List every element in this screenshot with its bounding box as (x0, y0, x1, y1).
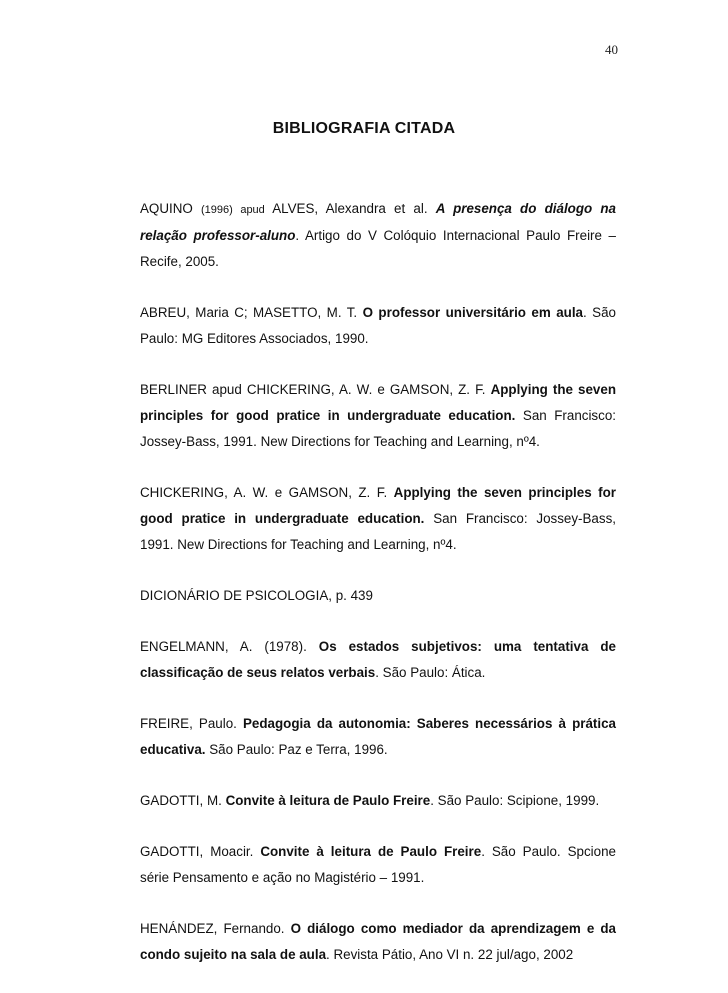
bibliography-entry (140, 839, 616, 891)
entry-text: FREIRE, Paulo. (140, 716, 243, 731)
entry-title: Convite à leitura de Paulo Freire (260, 844, 482, 859)
entry-text: . Revista Pátio, Ano VI n. 22 jul/ago, 2002 (326, 947, 574, 962)
bibliography-list (140, 196, 616, 993)
entry-text: ENGELMANN, A. (1978). (140, 639, 319, 654)
entry-text: BERLINER apud CHICKERING, A. W. e GAMSON, Z. F. (140, 382, 491, 397)
entry-text: HENÁNDEZ, Fernando. (140, 921, 291, 936)
entry-title: Pedagogia da autonomia: Saberes necessários à prática educativa. (140, 716, 616, 757)
bibliography-entry (140, 788, 616, 814)
bibliography-entry (140, 916, 616, 968)
entry-text: . São Paulo. Spcione série Pensamento e ação no Magistério – 1991. (140, 844, 616, 885)
entry-text: GADOTTI, M. (140, 793, 226, 808)
entry-text: . Artigo do V Colóquio Internacional Paulo Freire – Recife, 2005. (140, 228, 616, 269)
entry-title: Applying the seven principles for good pratice in undergraduate education. (140, 485, 616, 526)
entry-title: Applying the seven principles for good pratice in undergraduate education. (140, 382, 616, 423)
entry-title: A presença do diálogo na relação professor-aluno (140, 201, 617, 243)
bibliography-entry (140, 583, 616, 609)
entry-text: (1996) apud (201, 204, 265, 216)
bibliography-entry (140, 196, 616, 275)
entry-text: AQUINO (140, 201, 202, 216)
entry-text: ABREU, Maria C; MASETTO, M. T. (140, 305, 363, 320)
entry-text: CHICKERING, A. W. e GAMSON, Z. F. (140, 485, 394, 500)
entry-text: DICIONÁRIO DE PSICOLOGIA, p. 439 (140, 588, 373, 603)
entry-text: . São Paulo: Scipione, 1999. (430, 793, 600, 808)
bibliography-entry (140, 377, 616, 455)
entry-title: O diálogo como mediador da aprendizagem e da condo sujeito na sala de aula (140, 921, 616, 962)
bibliography-entry (140, 711, 616, 763)
entry-text: San Francisco: Jossey-Bass, 1991. New Directions for Teaching and Learning, nº4. (140, 408, 616, 449)
entry-text: São Paulo: Paz e Terra, 1996. (205, 742, 388, 757)
entry-text: ALVES, Alexandra et al. (264, 201, 436, 216)
entry-text: San Francisco: Jossey-Bass, 1991. New Directions for Teaching and Learning, nº4. (140, 511, 616, 552)
entry-title: Os estados subjetivos: uma tentativa de classificação de seus relatos verbais (140, 639, 616, 680)
entry-text: . São Paulo: Ática. (375, 665, 486, 680)
bibliography-entry (140, 634, 616, 686)
page-title: BIBLIOGRAFIA CITADA (272, 120, 456, 137)
entry-title: Convite à leitura de Paulo Freire (225, 793, 431, 808)
bibliography-entry (140, 480, 616, 558)
page-number: 40 (605, 42, 618, 57)
entry-text: . São Paulo: MG Editores Associados, 1990. (140, 305, 616, 346)
entry-text: GADOTTI, Moacir. (140, 844, 261, 859)
bibliography-entry (140, 300, 616, 352)
entry-title: O professor universitário em aula (362, 305, 584, 320)
